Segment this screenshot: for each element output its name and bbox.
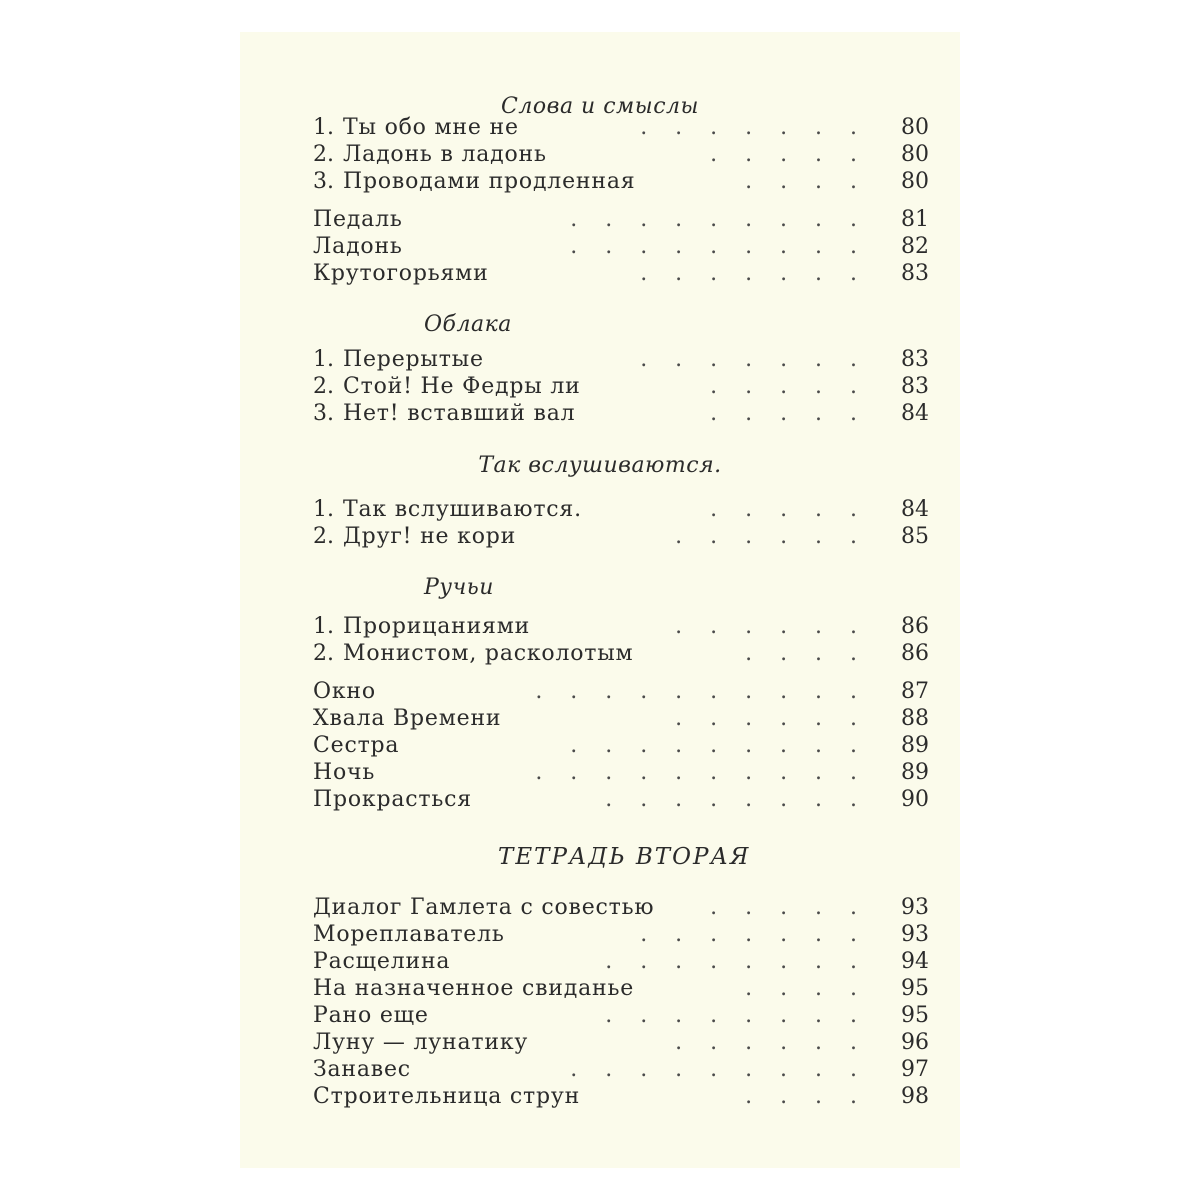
dot-leader: . . . . . (710, 374, 857, 399)
toc-entry[interactable] (313, 640, 929, 667)
toc-entry[interactable] (313, 894, 929, 921)
entry-title: Педаль (313, 207, 403, 232)
section-heading-slova-i-smysly: Слова и смыслы (501, 94, 699, 119)
entry-page-number: 94 (901, 949, 929, 974)
toc-entry[interactable] (313, 206, 929, 233)
entry-title: Ты обо мне не (343, 115, 519, 140)
entry-page-number: 86 (901, 641, 929, 666)
entry-title: Стой! Не Федры ли (343, 374, 581, 399)
entry-number: 2. (313, 641, 334, 666)
toc-entry[interactable] (313, 948, 929, 975)
dot-leader: . . . . . . . . . (570, 733, 857, 758)
entry-title: На назначенное свиданье (313, 976, 635, 1001)
toc-entry[interactable] (313, 1029, 929, 1056)
entry-page-number: 98 (901, 1084, 929, 1109)
entry-page-number: 82 (901, 234, 929, 259)
toc-entry[interactable] (313, 759, 929, 786)
entry-page-number: 81 (901, 207, 929, 232)
toc-entry[interactable] (313, 1002, 929, 1029)
entry-title: Диалог Гамлета с совестью (313, 895, 655, 920)
entry-title: Друг! не кори (343, 524, 517, 549)
entry-number: 2. (313, 374, 334, 399)
toc-entry[interactable] (313, 523, 929, 550)
entry-title: Ладонь (313, 234, 403, 259)
entry-page-number: 93 (901, 895, 929, 920)
toc-entry[interactable] (313, 373, 929, 400)
dot-leader: . . . . . . . . . . (535, 679, 857, 704)
entry-title: Окно (313, 679, 376, 704)
entry-number: 1. (313, 497, 334, 522)
entry-page-number: 93 (901, 922, 929, 947)
section-heading-tak-vslushivayutsya: Так вслушиваются. (478, 453, 722, 478)
entry-page-number: 86 (901, 614, 929, 639)
entry-title: Ладонь в ладонь (343, 142, 547, 167)
entry-title: Так вслушиваются. (343, 497, 582, 522)
entry-page-number: 95 (901, 976, 929, 1001)
entry-page-number: 90 (901, 787, 929, 812)
dot-leader: . . . . (745, 976, 857, 1001)
entry-page-number: 84 (901, 497, 929, 522)
dot-leader: . . . . (745, 641, 857, 666)
entry-title: Перерытые (343, 347, 484, 372)
entry-page-number: 85 (901, 524, 929, 549)
section-heading-tetrad-vtoraya: ТЕТРАДЬ ВТОРАЯ (498, 844, 751, 870)
entry-title: Рано еще (313, 1003, 429, 1028)
dot-leader: . . . . . (710, 142, 857, 167)
toc-entry[interactable] (313, 400, 929, 427)
entry-page-number: 83 (901, 347, 929, 372)
toc-entry[interactable] (313, 114, 929, 141)
entry-page-number: 80 (901, 142, 929, 167)
entry-title: Строительница струн (313, 1084, 581, 1109)
entry-title: Луну — лунатику (313, 1030, 529, 1055)
toc-entry[interactable] (313, 168, 929, 195)
dot-leader: . . . . (745, 169, 857, 194)
entry-page-number: 95 (901, 1003, 929, 1028)
toc-entry[interactable] (313, 975, 929, 1002)
toc-entry[interactable] (313, 732, 929, 759)
dot-leader: . . . . . . . . (605, 949, 857, 974)
dot-leader: . . . . . . . (640, 115, 857, 140)
entry-title: Проводами продленная (343, 169, 636, 194)
toc-entry[interactable] (313, 233, 929, 260)
entry-number: 2. (313, 142, 334, 167)
entry-title: Ночь (313, 760, 376, 785)
toc-entry[interactable] (313, 921, 929, 948)
entry-page-number: 88 (901, 706, 929, 731)
entry-number: 1. (313, 347, 334, 372)
entry-page-number: 96 (901, 1030, 929, 1055)
toc-entry[interactable] (313, 1083, 929, 1110)
dot-leader: . . . . (745, 1084, 857, 1109)
entry-page-number: 87 (901, 679, 929, 704)
section-heading-oblaka: Облака (424, 312, 512, 337)
dot-leader: . . . . . . . . . (570, 207, 857, 232)
entry-page-number: 80 (901, 115, 929, 140)
entry-number: 3. (313, 169, 334, 194)
dot-leader: . . . . . (710, 401, 857, 426)
toc-entry[interactable] (313, 678, 929, 705)
entry-page-number: 84 (901, 401, 929, 426)
dot-leader: . . . . . (710, 895, 857, 920)
entry-title: Мореплаватель (313, 922, 505, 947)
entry-title: Нет! вставший вал (343, 401, 576, 426)
entry-title: Прокрасться (313, 787, 472, 812)
entry-title: Хвала Времени (313, 706, 502, 731)
dot-leader: . . . . . . (675, 524, 857, 549)
dot-leader: . . . . . . . . (605, 787, 857, 812)
dot-leader: . . . . . . . (640, 261, 857, 286)
toc-entry[interactable] (313, 613, 929, 640)
entry-title: Занавес (313, 1057, 411, 1082)
entry-page-number: 89 (901, 760, 929, 785)
entry-page-number: 89 (901, 733, 929, 758)
entry-title: Прорицаниями (343, 614, 531, 639)
dot-leader: . . . . . . (675, 614, 857, 639)
dot-leader: . . . . . . . . (605, 1003, 857, 1028)
entry-number: 2. (313, 524, 334, 549)
toc-entry[interactable] (313, 346, 929, 373)
dot-leader: . . . . . . . . . (570, 1057, 857, 1082)
entry-page-number: 97 (901, 1057, 929, 1082)
entry-number: 1. (313, 614, 334, 639)
toc-entry[interactable] (313, 496, 929, 523)
book-page (240, 32, 960, 1168)
entry-title: Расщелина (313, 949, 451, 974)
toc-entry[interactable] (313, 141, 929, 168)
section-heading-ruchi: Ручьи (424, 575, 494, 600)
toc-entry[interactable] (313, 786, 929, 813)
toc-entry[interactable] (313, 1056, 929, 1083)
entry-page-number: 83 (901, 261, 929, 286)
toc-entry[interactable] (313, 705, 929, 732)
entry-page-number: 80 (901, 169, 929, 194)
entry-number: 1. (313, 115, 334, 140)
toc-entry[interactable] (313, 260, 929, 287)
entry-title: Сестра (313, 733, 400, 758)
dot-leader: . . . . . . . (640, 922, 857, 947)
dot-leader: . . . . . . . . . . (535, 760, 857, 785)
dot-leader: . . . . . . (675, 706, 857, 731)
dot-leader: . . . . . . . . . (570, 234, 857, 259)
entry-number: 3. (313, 401, 334, 426)
dot-leader: . . . . . . (675, 1030, 857, 1055)
dot-leader: . . . . . (710, 497, 857, 522)
entry-page-number: 83 (901, 374, 929, 399)
entry-title: Монистом, расколотым (343, 641, 634, 666)
dot-leader: . . . . . . . (640, 347, 857, 372)
entry-title: Крутогорьями (313, 261, 489, 286)
